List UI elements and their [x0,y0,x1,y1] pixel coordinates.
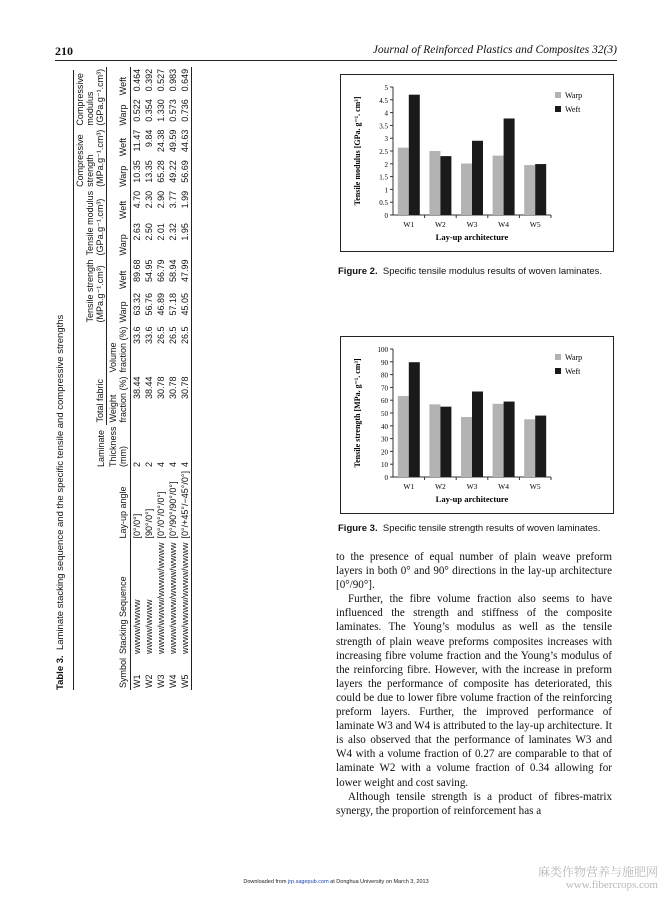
bar-warp-w3 [461,164,472,215]
page-number: 210 [55,44,73,58]
legend-swatch-warp [555,354,561,360]
y-tick-label: 40 [381,422,388,431]
th-volume-fraction: Volume fraction (%) [107,324,131,374]
legend-label-weft: Weft [565,105,581,114]
th-thickness: Thickness (mm) [107,425,131,470]
figure-3-caption [338,523,600,534]
x-tick-label: W1 [403,482,415,491]
table-cell: W2 [144,674,154,688]
th-compressive-modulus: Compressive modulus (GPa.g⁻¹.cm³) [75,68,105,126]
y-tick-label: 20 [381,448,388,457]
bar-weft-w4 [504,402,515,477]
y-tick-label: 80 [381,371,388,380]
table-cell: 2.01 [156,223,166,241]
table-row [143,67,155,690]
th-weft: Weft [107,67,131,97]
table-cell: 2.63 [132,223,142,241]
th-tensile-strength: Tensile strength (MPa.g⁻¹.cm³) [74,257,107,324]
table-cell: W5 [179,656,192,690]
body-text [336,550,612,818]
table-cell: 38.44 [132,376,142,400]
y-axis-label: Tensile modulus [GPa. g⁻¹. cm³] [353,96,362,206]
table-cell: 46.89 [156,292,166,316]
th-weft: Weft [107,257,131,291]
table-3 [55,70,280,690]
legend-swatch-weft [555,368,561,374]
x-tick-label: W5 [529,220,541,229]
table-cell: 3.77 [168,190,178,209]
table-cell: 10.35 [132,160,142,183]
table-cell: 0.522 [132,99,142,122]
y-tick-label: 0 [384,474,388,482]
table-row [131,67,144,690]
table-cell: [0°/0°] [132,513,142,539]
y-tick-label: 5 [384,84,388,92]
table-cell: 26.5 [168,326,178,345]
th-warp: Warp [107,158,131,189]
header-rule [55,60,617,61]
y-axis-label: Tensile strength [MPa. g⁻¹. cm³] [353,358,362,468]
download-footer: Downloaded from jrp.sagepub.com at Donghua University on March 3, 2013 [243,879,429,885]
table-cell: 26.5 [156,326,166,345]
x-tick-label: W3 [466,482,478,491]
table-caption [55,70,67,690]
table-body [131,67,192,690]
table-cell: 0.354 [144,99,154,122]
bar-weft-w1 [409,362,420,477]
bar-weft-w4 [504,118,515,215]
table-cell: 9.84 [144,129,154,148]
th-symbol: Symbol [107,656,131,690]
table-row [179,67,192,690]
th-weight-fraction: Weight fraction (%) [107,375,131,425]
table-cell: 1.99 [179,189,192,221]
table-cell: 30.78 [179,375,192,425]
table-cell: 4.70 [132,190,142,209]
th-stacking: Stacking Sequence [107,540,131,656]
table-cell: 56.76 [144,292,154,316]
table-cell: 66.79 [156,259,166,282]
tensile-strength-chart [341,337,613,513]
table-cell: 0.573 [168,99,178,122]
table-cell: 58.94 [168,259,178,282]
th-layup: Lay-up angle [107,469,131,540]
table-cell: 0.464 [132,68,142,92]
x-tick-label: W2 [434,482,446,491]
bar-weft-w3 [472,392,483,477]
specific-strength-table [74,67,192,690]
bar-warp-w2 [429,151,440,215]
paragraph-3: Although tensile strength is a product of fibres-matrix synergy, the proportion of reinforcement has a [336,790,612,817]
bar-weft-w1 [409,95,420,215]
table-row [167,67,179,690]
figure-2-caption-text: Specific tensile modulus results of woven laminates. [382,266,603,277]
y-tick-label: 3.5 [379,122,388,131]
y-tick-label: 4 [384,109,388,118]
table-cell: 0.527 [156,68,166,92]
table-cell: 0.392 [144,68,154,92]
table-cell: 47.99 [179,257,192,291]
th-weft: Weft [107,128,131,159]
watermark-url: www.fibercrops.com [565,879,658,891]
table-cell: wwww/wwww/wwww/wwww [168,542,178,654]
y-tick-label: 4.5 [379,96,388,105]
y-tick-label: 2 [384,160,388,169]
table-cell: [0°/+45°/−45°/0°] [180,471,190,539]
figure-2-label: Figure 2. [338,266,378,277]
table-cell: 65.28 [156,160,166,183]
bar-weft-w3 [472,141,483,215]
table-cell: 11.47 [132,129,142,152]
bar-warp-w2 [429,404,440,477]
table-cell: 4 [179,425,192,470]
bar-warp-w4 [493,404,504,477]
journal-link[interactable]: jrp.sagepub.com [287,879,329,885]
bar-warp-w1 [398,396,409,477]
table-cell: wwww/wwww [132,599,142,654]
bar-weft-w2 [440,407,451,477]
table-cell: 24.38 [156,129,166,153]
th-compressive-strength: Compressive strength (MPa.g⁻¹.cm³) [75,129,105,187]
table-cell: 2.50 [144,223,154,241]
legend-swatch-weft [555,106,561,112]
table-cell: [0°/0°/0°/0°] [156,491,166,539]
x-axis-label: Lay-up architecture [435,232,509,242]
x-tick-label: W5 [529,482,541,491]
figure-3-label: Figure 3. [338,523,378,534]
x-tick-label: W2 [434,220,446,229]
y-tick-label: 50 [381,410,388,418]
paragraph-2: Further, the fibre volume fraction also seems to have influenced the strength and stiffness of the composite laminates. The Young’s modulus as well as the tensile strength of plain weave preforms composites increases with increasing fibre volume fraction and the Young’s modulus of the reinforcing fibre. However, with the increase in preform layers the performance of composite has deteriorated, this could be due to lower fibre volume fraction of the reinforcing preform layers. Further, the improved performance of laminate W3 and W4 is attributed to the lay-up architecture. It is also observed that the performance of laminates W3 and W4 with a volume fraction of 0.27 are comparable to that of laminate W2 with a volume fraction of 0.34 allowing for lower weight and cost saving. [336,593,612,789]
y-tick-label: 0 [384,212,388,220]
x-tick-label: W4 [498,220,510,229]
figure-3-caption-text: Specific tensile strength results of woven laminates. [382,523,601,534]
table-cell: W4 [168,674,178,688]
table-cell: wwww/wwww [144,599,154,654]
table-cell: 2 [132,462,142,468]
bar-warp-w4 [493,156,504,215]
y-tick-label: 70 [381,384,388,393]
table-cell: 89.68 [132,259,142,282]
x-tick-label: W3 [466,220,478,229]
th-thickness-1: Laminate [95,430,106,468]
table-cell: 30.78 [168,376,178,400]
table-caption-label: Table 3. [55,655,66,690]
bar-warp-w3 [461,417,472,477]
journal-title: Journal of Reinforced Plastics and Composites 32(3) [372,44,617,56]
th-warp: Warp [107,221,131,257]
th-warp: Warp [107,291,131,325]
legend-label-warp: Warp [565,353,583,362]
table-cell: 45.05 [179,291,192,325]
table-cell: 57.18 [168,292,178,316]
watermark-cn: 麻类作物营养与施肥网 [537,865,658,879]
table-cell: 33.6 [144,326,154,345]
table-caption-text: Laminate stacking sequence and the specific tensile and compressive strengths [55,314,66,651]
table-cell: wwww/wwww/wwww/wwww [156,542,166,654]
table-cell: 30.78 [156,376,166,400]
y-tick-label: 0.5 [379,199,388,208]
table-cell: 13.35 [144,160,154,183]
table-cell: 54.95 [144,259,154,282]
bar-warp-w1 [398,148,409,215]
table-cell: 33.6 [132,326,142,345]
tensile-modulus-chart [341,75,613,251]
legend-label-weft: Weft [565,367,581,376]
th-weft: Weft [107,189,131,221]
table-cell: 0.736 [179,97,192,127]
y-tick-label: 1.5 [379,173,388,182]
paragraph-1: to the presence of equal number of plain weave preform layers in both 0° and 90° directions in the lay-up architecture [0°/90°]. [336,551,612,592]
table-cell: 0.649 [179,67,192,97]
table-cell: wwww/wwww/wwww/wwww [180,542,190,654]
table-cell: 2 [144,462,154,468]
table-cell: 1.95 [179,221,192,257]
table-cell: 2.90 [156,190,166,209]
y-tick-label: 60 [381,397,388,406]
bar-weft-w2 [440,156,451,215]
y-tick-label: 90 [381,358,388,367]
th-tensile-modulus: Tensile modulus (GPa.g⁻¹.cm³) [74,189,107,258]
table-row [155,67,167,690]
th-warp: Warp [107,97,131,127]
table-cell: 2.32 [168,223,178,241]
x-tick-label: W1 [403,220,415,229]
table-cell: W1 [132,674,142,688]
table-cell: 49.59 [168,129,178,153]
table-cell: 1.330 [156,99,166,122]
bar-weft-w5 [535,164,546,215]
x-tick-label: W4 [498,482,510,491]
legend-swatch-warp [555,92,561,98]
bar-warp-w5 [524,165,535,215]
table-cell: [90°/0°] [144,508,154,539]
figure-2-caption [338,266,602,277]
x-axis-label: Lay-up architecture [435,494,509,504]
table-cell: 26.5 [179,324,192,374]
table-cell: [0°/90°/90°/0°] [168,481,178,539]
watermark [538,866,658,892]
th-total-fabric: Total fabric [74,324,107,424]
table-cell: 4 [156,462,166,468]
bar-warp-w5 [524,419,535,477]
bar-weft-w5 [535,416,546,477]
table-cell: 0.983 [168,68,178,92]
figure-3-chart [340,336,614,514]
y-tick-label: 30 [381,435,388,444]
table-cell: 63.32 [132,292,142,316]
figure-2-chart [340,74,614,252]
y-tick-label: 100 [377,346,388,354]
table-cell: 2.30 [144,190,154,209]
y-tick-label: 2.5 [379,148,388,156]
y-tick-label: 1 [384,186,388,195]
y-tick-label: 3 [384,135,388,144]
table-cell: 56.69 [179,158,192,189]
table-cell: W3 [156,674,166,688]
legend-label-warp: Warp [565,91,583,100]
table-cell: 49.22 [168,160,178,183]
table-cell: 44.63 [179,128,192,159]
table-cell: 38.44 [144,376,154,400]
table-cell: 4 [168,462,178,468]
y-tick-label: 10 [381,461,388,470]
